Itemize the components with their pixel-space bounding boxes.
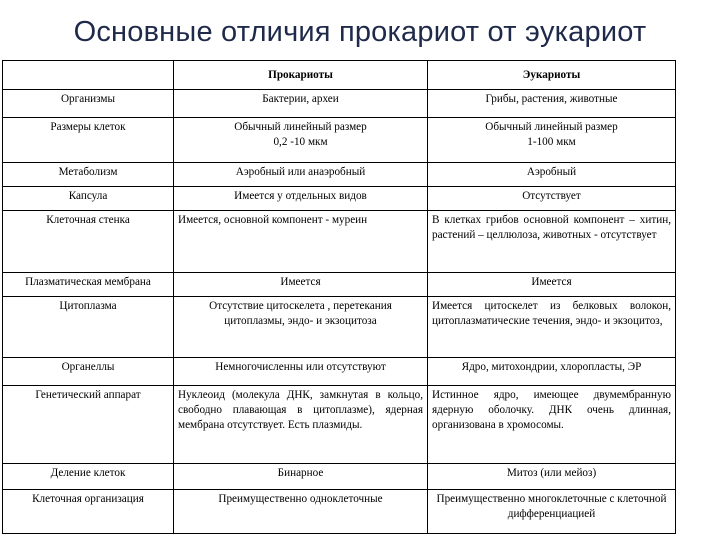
row-eukaryotes: Митоз (или мейоз) (428, 464, 676, 490)
row-prokaryotes: Отсутствие цитоскелета , перетекания цитоплазмы, эндо- и экзоцитоза (174, 297, 428, 358)
row-prokaryotes: Бинарное (174, 464, 428, 490)
row-feature: Клеточная организация (3, 490, 174, 534)
table-row (3, 273, 676, 297)
page-title: Основные отличия прокариот от эукариот (73, 16, 647, 48)
header-eukaryotes: Эукариоты (428, 61, 676, 90)
row-prokaryotes: Аэробный или анаэробный (174, 163, 428, 187)
row-prokaryotes: Преимущественно одноклеточные (174, 490, 428, 534)
table-row (3, 187, 676, 211)
table-row (3, 163, 676, 187)
row-prokaryotes: Имеется у отдельных видов (174, 187, 428, 211)
row-feature: Генетический аппарат (3, 386, 174, 464)
table-row (3, 90, 676, 118)
row-eukaryotes: Ядро, митохондрии, хлоропласты, ЭР (428, 358, 676, 386)
table-row (3, 358, 676, 386)
comparison-table (2, 60, 676, 534)
row-feature: Организмы (3, 90, 174, 118)
row-prokaryotes: Бактерии, археи (174, 90, 428, 118)
header-prokaryotes: Прокариоты (174, 61, 428, 90)
table-row (3, 211, 676, 273)
row-eukaryotes: Отсутствует (428, 187, 676, 211)
row-feature: Клеточная стенка (3, 211, 174, 273)
table-row (3, 490, 676, 534)
table-header-row (3, 61, 676, 90)
row-feature: Органеллы (3, 358, 174, 386)
row-eukaryotes: Имеется цитоскелет из белковых волокон, цитоплазматические течения, эндо- и экзоцитоз, (428, 297, 676, 358)
row-eukaryotes: Обычный линейный размер 1-100 мкм (428, 118, 676, 163)
row-feature: Деление клеток (3, 464, 174, 490)
row-prokaryotes: Имеется, основной компонент - муреин (174, 211, 428, 273)
header-feature (3, 61, 174, 90)
row-eukaryotes: Аэробный (428, 163, 676, 187)
row-eukaryotes: Истинное ядро, имеющее двумембранную ядерную оболочку. ДНК очень длинная, организована в хромосомы. (428, 386, 676, 464)
row-eukaryotes: Преимущественно многоклеточные с клеточной дифференциацией (428, 490, 676, 534)
row-feature: Цитоплазма (3, 297, 174, 358)
row-prokaryotes: Нуклеоид (молекула ДНК, замкнутая в кольцо, свободно плавающая в цитоплазме), ядерная мембрана отсутствует. Есть плазмиды. (174, 386, 428, 464)
table-row (3, 464, 676, 490)
row-prokaryotes: Обычный линейный размер 0,2 -10 мкм (174, 118, 428, 163)
table-row (3, 297, 676, 358)
row-feature: Плазматическая мембрана (3, 273, 174, 297)
row-eukaryotes: В клетках грибов основной компонент – хитин, растений – целлюлоза, животных - отсутствует (428, 211, 676, 273)
table-row (3, 386, 676, 464)
row-eukaryotes: Имеется (428, 273, 676, 297)
row-prokaryotes: Немногочисленны или отсутствуют (174, 358, 428, 386)
row-feature: Капсула (3, 187, 174, 211)
row-eukaryotes: Грибы, растения, животные (428, 90, 676, 118)
row-prokaryotes: Имеется (174, 273, 428, 297)
row-feature: Метаболизм (3, 163, 174, 187)
row-feature: Размеры клеток (3, 118, 174, 163)
table-row (3, 118, 676, 163)
